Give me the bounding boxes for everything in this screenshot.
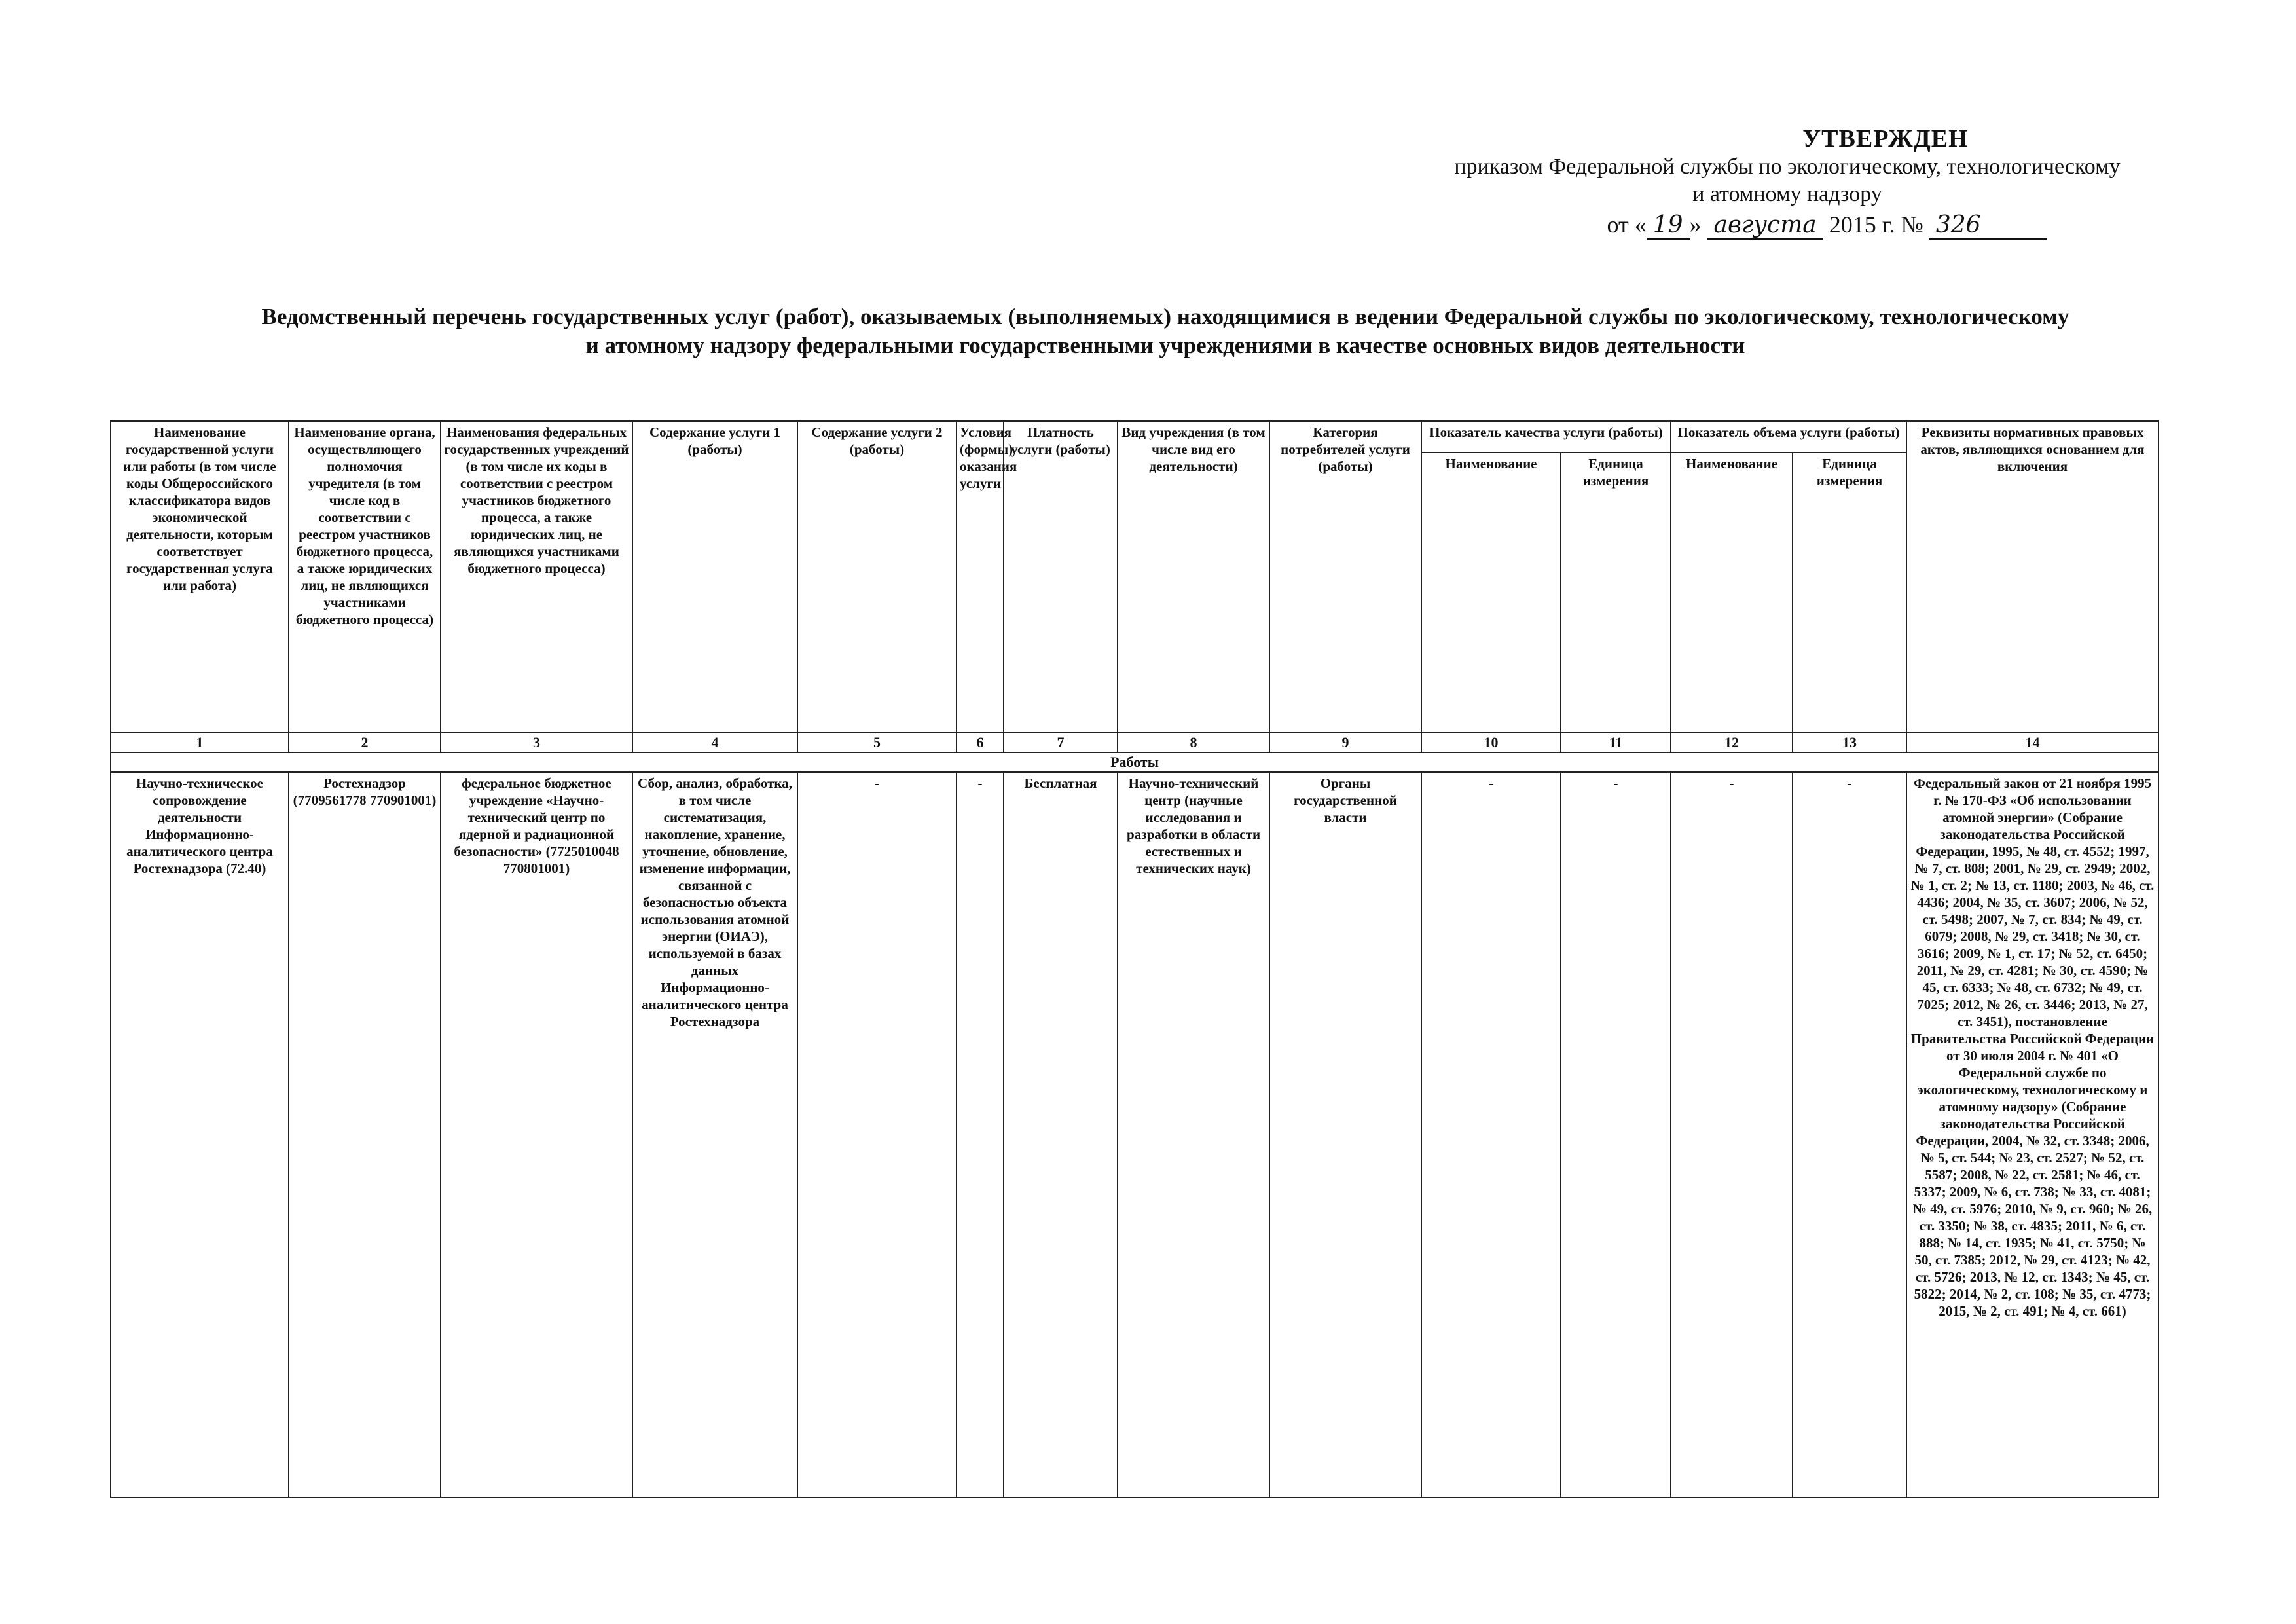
header-legal-acts: Реквизиты нормативных правовых актов, являющихся основанием для включения (1906, 421, 2159, 733)
cell-payment: Бесплатная (1004, 772, 1118, 1498)
section-title: Работы (111, 752, 2159, 772)
column-number: 14 (1906, 733, 2159, 752)
approval-order-line2: и атомному надзору (1692, 182, 1882, 206)
approval-title: УТВЕРЖДЕН (1802, 125, 1969, 153)
table-row (111, 772, 2159, 1498)
column-number: 12 (1671, 733, 1793, 752)
cell-quality-unit: - (1561, 772, 1671, 1498)
cell-conditions: - (957, 772, 1004, 1498)
column-number: 13 (1793, 733, 1906, 752)
header-payment: Платность услуги (работы) (1004, 421, 1118, 733)
date-day: 19 (1647, 212, 1690, 240)
column-number: 6 (957, 733, 1004, 752)
header-row-1 (111, 421, 2159, 452)
section-row (111, 752, 2159, 772)
header-content-2: Содержание услуги 2 (работы) (797, 421, 957, 733)
header-content-1: Содержание услуги 1 (работы) (632, 421, 797, 733)
header-institutions: Наименования федеральных государственных учреждений (в том числе их коды в соответствии с реестром участников бюджетного процесса, а также юридических лиц, не являющихся участниками бюджетного процесса) (441, 421, 632, 733)
cell-consumers: Органы государственной власти (1269, 772, 1421, 1498)
heading-line2: и атомному надзору федеральными государственными учреждениями в качестве основных видов деятельности (585, 333, 1745, 358)
cell-content-2: - (797, 772, 957, 1498)
header-volume-unit: Единица измерения (1793, 452, 1906, 733)
date-underline (1988, 219, 2047, 240)
column-number: 1 (111, 733, 289, 752)
header-consumers: Категория потребителей услуги (работы) (1269, 421, 1421, 733)
cell-institution: федеральное бюджетное учреждение «Научно-технический центр по ядерной и радиационной безопасности» (7725010048 770801001) (441, 772, 632, 1498)
approval-block (1375, 124, 2200, 240)
approval-date (1453, 211, 2200, 240)
services-table (110, 420, 2159, 1498)
cell-volume-name: - (1671, 772, 1793, 1498)
column-number: 2 (289, 733, 441, 752)
date-year: 2015 г. № (1829, 212, 1923, 238)
cell-founder: Ростехнадзор (7709561778 770901001) (289, 772, 441, 1498)
column-number: 4 (632, 733, 797, 752)
header-service-name: Наименование государственной услуги или работы (в том числе коды Общероссийского классификатора видов экономической деятельности, которым соответствует государственная услуга или работа) (111, 421, 289, 733)
header-volume-name: Наименование (1671, 452, 1793, 733)
date-prefix: от « (1607, 212, 1647, 238)
header-quality-unit: Единица измерения (1561, 452, 1671, 733)
cell-quality-name: - (1421, 772, 1561, 1498)
column-number: 9 (1269, 733, 1421, 752)
column-number: 7 (1004, 733, 1118, 752)
column-number: 8 (1118, 733, 1269, 752)
column-number: 5 (797, 733, 957, 752)
header-institution-type: Вид учреждения (в том числе вид его деятельности) (1118, 421, 1269, 733)
column-number: 10 (1421, 733, 1561, 752)
cell-service-name: Научно-техническое сопровождение деятельности Информационно-аналитического центра Ростехнадзора (72.40) (111, 772, 289, 1498)
order-number: 326 (1929, 212, 1988, 240)
column-numbers-row (111, 733, 2159, 752)
approval-order-line1: приказом Федеральной службы по экологическому, технологическому (1454, 155, 2121, 179)
date-month: августа (1707, 212, 1823, 240)
cell-institution-type: Научно-технический центр (научные исследования и разработки в области естественных и технических наук) (1118, 772, 1269, 1498)
document-heading (157, 303, 2174, 360)
header-founder: Наименование органа, осуществляющего полномочия учредителя (в том числе код в соответствии с реестром участников бюджетного процесса, а также юридических лиц, не являющихся участниками бюджетного процесса) (289, 421, 441, 733)
header-quality-name: Наименование (1421, 452, 1561, 733)
header-conditions: Условия (формы) оказания услуги (957, 421, 1004, 733)
cell-legal-acts: Федеральный закон от 21 ноября 1995 г. № 170-ФЗ «Об использовании атомной энергии» (Собрание законодательства Российской Федерации, 1995, № 48, ст. 4552; 1997, № 7, ст. 808; 2001, № 29, ст. 2949; 2002, № 1, ст. 2; № 13, ст. 1180; 2003, № 46, ст. 4436; 2004, № 35, ст. 3607; 2006, № 52, ст. 5498; 2007, № 7, ст. 834; № 49, ст. 6079; 2008, № 29, ст. 3418; № 30, ст. 3616; 2009, № 1, ст. 17; № 52, ст. 6450; 2011, № 29, ст. 4281; № 30, ст. 4590; № 45, ст. 6333; № 48, ст. 6732; № 49, ст. 7025; 2012, № 26, ст. 3446; 2013, № 27, ст. 3451), постановление Правительства Российской Федерации от 30 июля 2004 г. № 401 «О Федеральной службе по экологическому, технологическому и атомному надзору» (Собрание законодательства Российской Федерации, 2004, № 32, ст. 3348; 2006, № 5, ст. 544; № 23, ст. 2527; № 52, ст. 5587; 2008, № 22, ст. 2581; № 46, ст. 5337; 2009, № 6, ст. 738; № 33, ст. 4081; № 49, ст. 5976; 2010, № 9, ст. 960; № 26, ст. 3350; № 38, ст. 4835; 2011, № 6, ст. 888; № 14, ст. 1935; № 41, ст. 5750; № 50, ст. 7385; 2012, № 29, ст. 4123; № 42, ст. 5726; 2013, № 12, ст. 1343; № 45, ст. 5822; 2014, № 2, ст. 108; № 35, ст. 4773; 2015, № 2, ст. 491; № 4, ст. 661) (1906, 772, 2159, 1498)
column-number: 11 (1561, 733, 1671, 752)
column-number: 3 (441, 733, 632, 752)
header-volume-indicator: Показатель объема услуги (работы) (1671, 421, 1906, 452)
date-mid: » (1689, 212, 1702, 238)
cell-content-1: Сбор, анализ, обработка, в том числе систематизация, накопление, хранение, уточнение, обновление, изменение информации, связанной с безопасностью объекта использования атомной энергии (ОИАЭ), используемой в базах данных Информационно-аналитического центра Ростехнадзора (632, 772, 797, 1498)
cell-volume-unit: - (1793, 772, 1906, 1498)
heading-line1: Ведомственный перечень государственных услуг (работ), оказываемых (выполняемых) находящимися в ведении Федеральной службы по экологическому, технологическому (261, 304, 2069, 329)
header-quality-indicator: Показатель качества услуги (работы) (1421, 421, 1671, 452)
